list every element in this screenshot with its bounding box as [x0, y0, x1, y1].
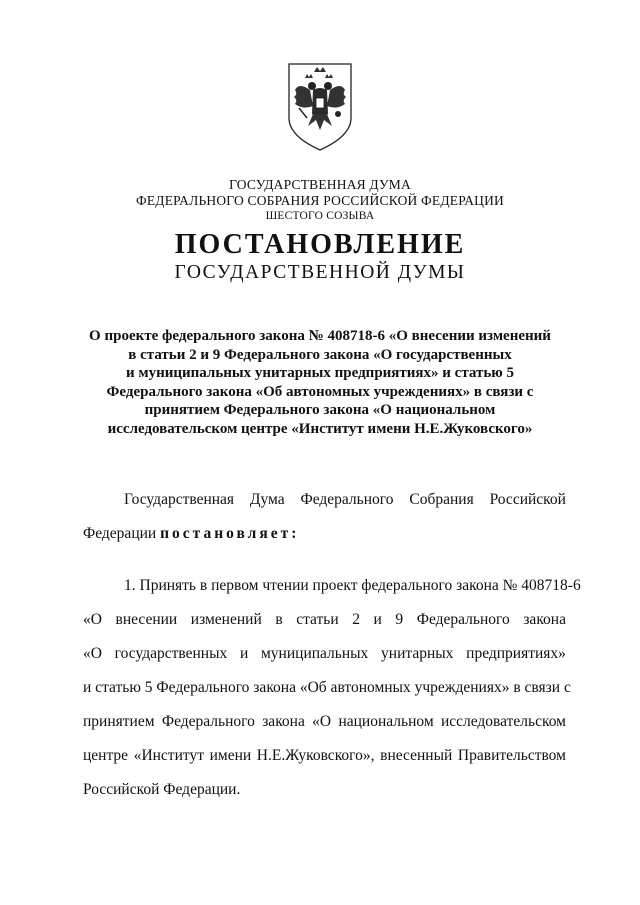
word: Н.Е.Жуковского», — [256, 747, 375, 764]
item1-line-7: Российской Федерации. — [83, 781, 241, 798]
header-assembly-line: ФЕДЕРАЛЬНОГО СОБРАНИЯ РОССИЙСКОЙ ФЕДЕРАЦИИ — [136, 193, 504, 208]
word: и — [239, 645, 249, 662]
resolution-subject — [70, 327, 570, 438]
word: Федерального — [416, 611, 510, 628]
document-subtitle: ГОСУДАРСТВЕННОЙ ДУМЫ — [174, 262, 466, 283]
word: принятием — [83, 713, 155, 730]
preamble-action: постановляет: — [160, 525, 300, 542]
word: внесенный — [380, 747, 453, 764]
word: государственных — [114, 645, 228, 662]
subject-line: и муниципальных унитарных предприятиях» и статью 5 — [125, 365, 515, 381]
item1-line-5 — [83, 713, 566, 741]
preamble-prefix: Федерации — [83, 525, 157, 542]
word: и — [373, 611, 382, 628]
word: Государственная — [124, 491, 235, 508]
word: 2 — [352, 611, 360, 628]
item1-line-2 — [83, 611, 566, 639]
word: закона — [262, 713, 305, 730]
header-convocation-line: ШЕСТОГО СОЗЫВА — [265, 210, 375, 222]
word: Собрания — [409, 491, 474, 508]
item1-line-1: 1. Принять в первом чтении проект федерального закона № 408718-6 — [124, 577, 581, 594]
subject-line: в статьи 2 и 9 Федерального закона «О государственных — [128, 346, 512, 363]
word: муниципальных — [261, 645, 369, 662]
preamble-line-2 — [83, 525, 566, 553]
word: закона — [523, 611, 566, 628]
word: исследовательском — [440, 713, 566, 730]
preamble-line-1 — [83, 491, 566, 519]
word: 9 — [395, 611, 404, 628]
word: «Институт — [133, 747, 204, 764]
word: статьи — [296, 611, 339, 628]
word: Федерального — [161, 713, 255, 730]
word: Федерального — [300, 491, 394, 508]
word: «О — [312, 713, 332, 730]
word: унитарных — [381, 645, 454, 662]
word: национальном — [338, 713, 434, 730]
document-title: ПОСТАНОВЛЕНИЕ — [174, 229, 466, 260]
word: предприятиях» — [466, 645, 566, 662]
coat-of-arms-emblem — [283, 60, 357, 152]
word: имени — [209, 747, 252, 764]
word: внесении — [115, 611, 178, 628]
subject-line: исследовательском центре «Институт имени Н.Е.Жуковского» — [107, 420, 533, 437]
subject-line: Федерального закона «Об автономных учреждениях» в связи с — [106, 383, 534, 400]
word: Дума — [249, 491, 285, 508]
item1-line-6 — [83, 747, 566, 775]
item1-line-4: и статью 5 Федерального закона «Об автономных учреждениях» в связи с — [83, 679, 571, 696]
word: Российской — [489, 491, 566, 508]
word: Правительством — [457, 747, 566, 764]
subject-line: О проекте федерального закона № 408718-6 «О внесении изменений — [89, 328, 551, 344]
item1-line-3 — [83, 645, 566, 673]
word: «О — [83, 611, 102, 628]
subject-line: принятием Федерального закона «О национальном — [144, 402, 496, 418]
word: в — [275, 611, 283, 628]
header-org-line: ГОСУДАРСТВЕННАЯ ДУМА — [229, 177, 411, 192]
word: центре — [83, 747, 129, 764]
word: «О — [83, 645, 102, 662]
resolution-item-1 — [83, 577, 581, 809]
word: изменений — [190, 611, 262, 628]
preamble — [83, 491, 566, 553]
